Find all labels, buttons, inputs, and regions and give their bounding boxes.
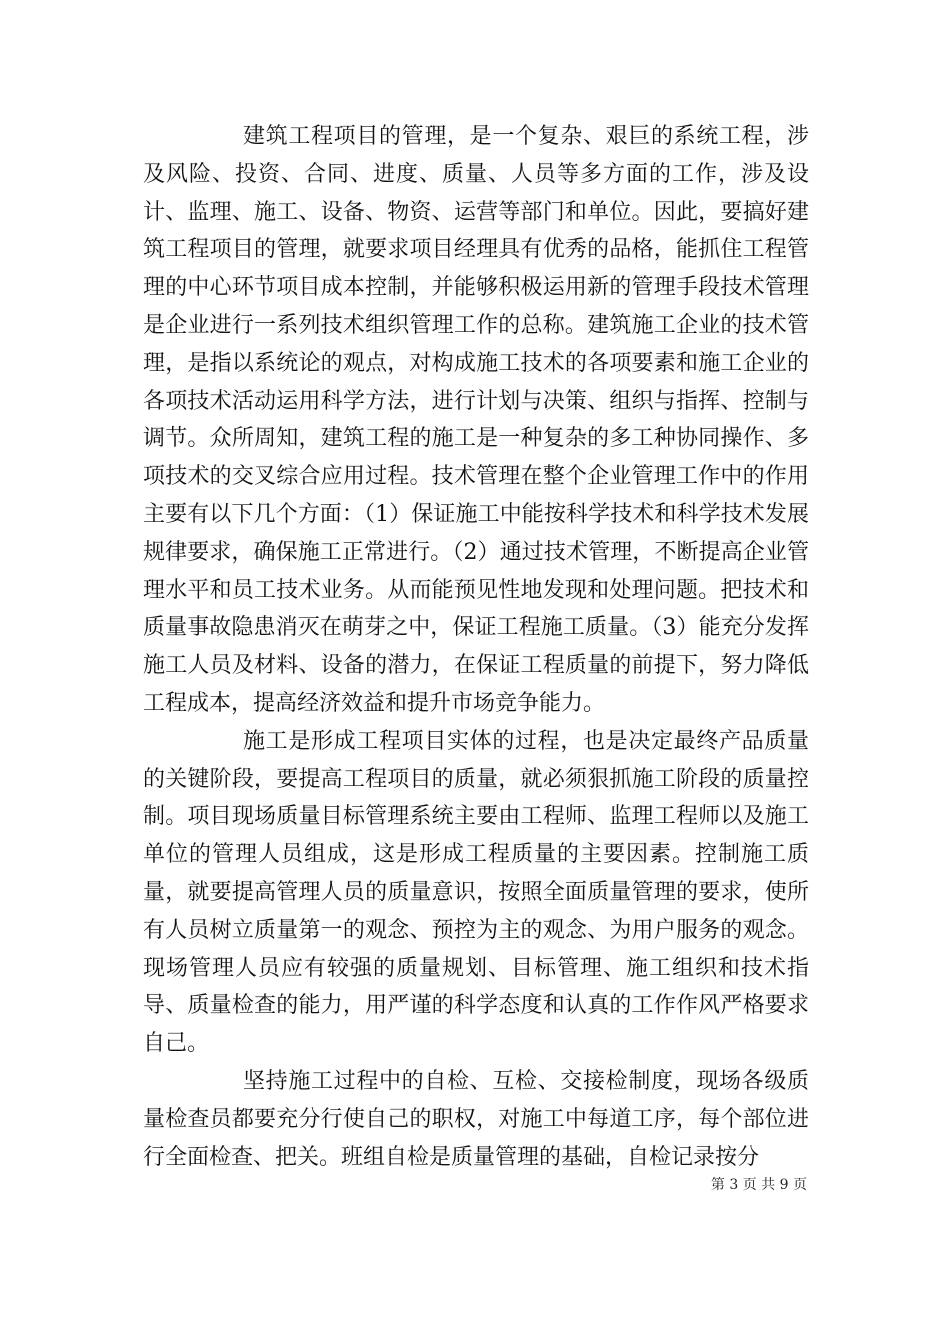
paragraph-construction-quality: 施工是形成工程项目实体的过程，也是决定最终产品质量的关键阶段，要提高工程项目的质量，就必须狠抓施工阶段的质量控制。项目现场质量目标管理系统主要由工程师、监理工程师以及施工单位的管理人员组成，这是形成工程质量的主要因素。控制施工质量，就要提高管理人员的质量意识，按照全面质量管理的要求，使所有人员树立质量第一的观念、预控为主的观念、为用户服务的观念。现场管理人员应有较强的质量规划、目标管理、施工组织和技术指导、质量检查的能力，用严谨的科学态度和认真的工作作风严格要求自己。 (143, 728, 809, 1057)
paragraph-technical-management: 建筑工程项目的管理，是一个复杂、艰巨的系统工程，涉及风险、投资、合同、进度、质量、人员等多方面的工作，涉及设计、监理、施工、设备、物资、运营等部门和单位。因此，要搞好建筑工程项目的管理，就要求项目经理具有优秀的品格，能抓住工程管理的中心环节项目成本控制，并能够积极运用新的管理手段技术管理是企业进行一系列技术组织管理工作的总称。建筑施工企业的技术管理，是指以系统论的观点，对构成施工技术的各项要素和施工企业的各项技术活动运用科学方法，进行计划与决策、组织与指挥、控制与调节。众所周知，建筑工程的施工是一种复杂的多工种协同操作、多项技术的交叉综合应用过程。技术管理在整个企业管理工作中的作用主要有以下几个方面：（1）保证施工中能按科学技术和科学技术发展规律要求，确保施工正常进行。（2）通过技术管理，不断提高企业管理水平和员工技术业务。从而能预见性地发现和处理问题。把技术和质量事故隐患消灭在萌芽之中，保证工程施工质量。（3）能充分发挥施工人员及材料、设备的潜力，在保证工程质量的前提下，努力降低工程成本，提高经济效益和提升市场竞争能力。 (143, 124, 809, 716)
page-number-footer: 第 3 页 共 9 页 (710, 1177, 807, 1193)
document-body (143, 118, 809, 1176)
paragraph-inspection-system: 坚持施工过程中的自检、互检、交接检制度，现场各级质量检查员都要充分行使自己的职权，对施工中每道工序，每个部位进行全面检查、把关。班组自检是质量管理的基础，自检记录按分 (143, 1068, 809, 1170)
